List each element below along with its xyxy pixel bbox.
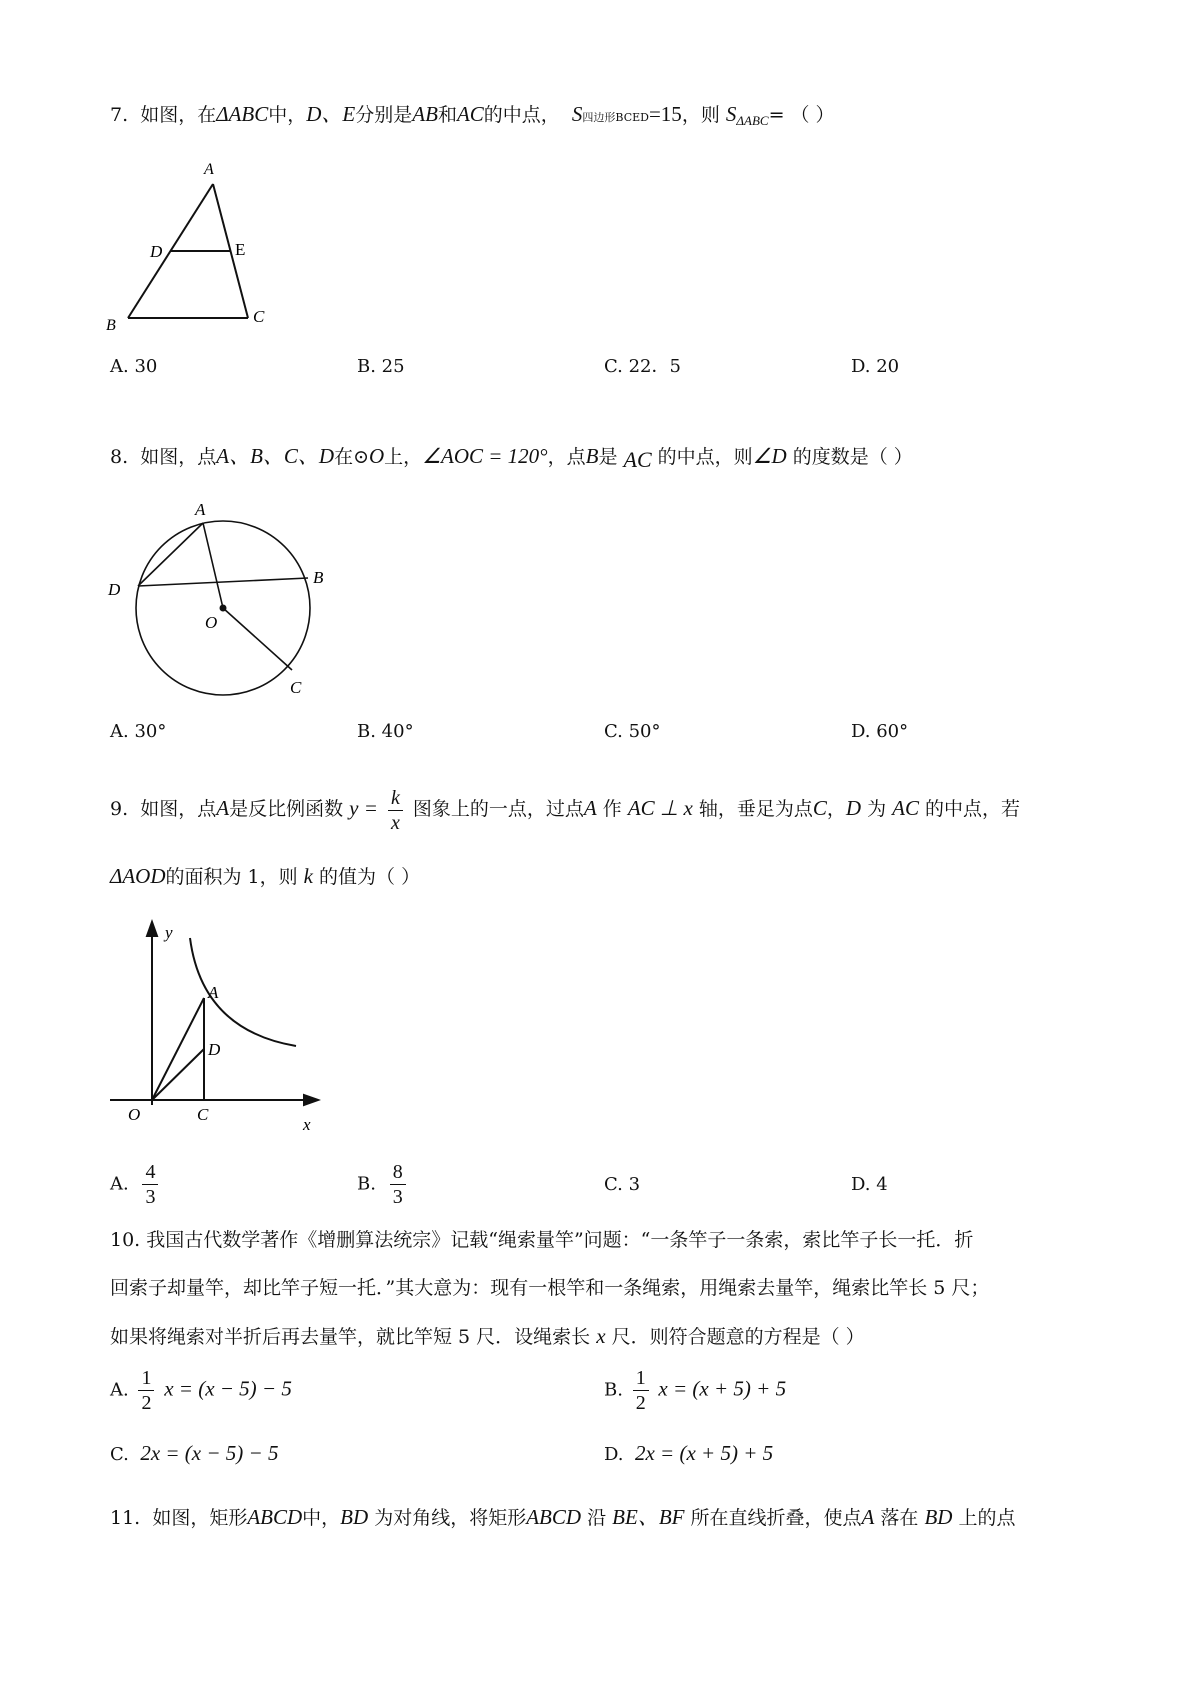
q8-option-b[interactable]: B. 40° xyxy=(357,721,414,742)
q7-label-d: D xyxy=(150,242,163,261)
q9-label-c: C xyxy=(197,1105,209,1124)
q8-segment-ao xyxy=(203,523,223,608)
q9-option-d[interactable]: D. 4 xyxy=(851,1174,888,1195)
q10-option-c[interactable]: C. 2x = (x − 5) − 5 xyxy=(110,1441,279,1465)
q9-stem-line2: ΔAOD的面积为 1，则 k 的值为（ ） xyxy=(110,864,421,888)
q7-option-b[interactable]: B. 25 xyxy=(357,356,405,377)
q9-segment-oa xyxy=(152,998,204,1100)
q10-option-a[interactable]: A. $\frac{1}{2}$ x = (x − 5) − 5 xyxy=(110,1367,292,1414)
q9-option-b[interactable]: B. $\frac{8}{3}$ xyxy=(357,1160,410,1209)
q11-stem: 11. 如图，矩形ABCD中，BD 为对角线，将矩形ABCD 沿 BE、BF 所在直线折叠，使点A 落在 BD 上的点 xyxy=(110,1505,1016,1529)
q8-segment-db xyxy=(138,578,308,586)
q9-label-a: A xyxy=(208,983,219,1002)
q8-circle-figure xyxy=(105,495,345,705)
q7-label-c: C xyxy=(253,307,265,326)
q10-stem-line2: 回索子却量竿，却比竿子短一托．”其大意为：现有一根竿和一条绳索，用绳索去量竿，绳索比竿长 5 尺； xyxy=(110,1277,990,1299)
q9-y-arrow xyxy=(147,922,157,936)
q8-option-d[interactable]: D. 60° xyxy=(851,721,909,742)
q9-segment-od xyxy=(152,1049,204,1100)
q9-graph-figure xyxy=(100,910,330,1140)
q9-hyperbola-curve xyxy=(190,938,296,1046)
q8-label-d: D xyxy=(108,580,121,599)
q8-center-dot xyxy=(220,605,227,612)
q9-stem-line1: 9. 如图，点A是反比例函数 y = $\frac{k}{x}$ 图象上的一点，过点A 作 AC ⊥ x 轴，垂足为点C，D 为 AC 的中点，若 xyxy=(110,786,1021,834)
q8-label-a: A xyxy=(195,500,206,519)
q8-segment-ad xyxy=(138,523,203,586)
q9-label-x: x xyxy=(303,1115,311,1134)
q7-option-a[interactable]: A. 30 xyxy=(110,356,158,377)
q8-label-c: C xyxy=(290,678,302,697)
q7-label-b: B xyxy=(106,317,116,334)
q9-label-o: O xyxy=(128,1105,141,1124)
q7-label-a: A xyxy=(204,161,214,178)
q7-option-d[interactable]: D. 20 xyxy=(851,356,900,377)
q9-label-y: y xyxy=(165,923,173,942)
q10-option-b[interactable]: B. $\frac{1}{2}$ x = (x + 5) + 5 xyxy=(604,1367,787,1414)
q10-stem-line1: 10. 我国古代数学著作《增删算法统宗》记载“绳索量竿”问题：“一条竿子一条索，索比竿子长一托．折 xyxy=(110,1229,974,1251)
q7-triangle-figure xyxy=(100,160,290,340)
q8-segment-oc xyxy=(223,608,292,670)
q9-option-a[interactable]: A. $\frac{4}{3}$ xyxy=(110,1160,162,1209)
q8-option-c[interactable]: C. 50° xyxy=(604,721,661,742)
q7-option-c[interactable]: C. 22．5 xyxy=(604,356,681,377)
q8-stem: 8. 如图，点A、B、C、D在⊙O上，∠AOC = 120°，点B是 AC 的中点，则∠D 的度数是（ ） xyxy=(110,444,913,472)
q9-label-d: D xyxy=(208,1040,221,1059)
q8-option-a[interactable]: A. 30° xyxy=(110,721,167,742)
q7-stem: 7. 如图，在ΔABC中，D、E分别是AB和AC的中点， S四边形BCED=15，则 $S_{\Delta ABC}=$ （ ） xyxy=(110,102,835,128)
q10-stem-line3: 如果将绳索对半折后再去量竿，就比竿短 5 尺．设绳索长 x 尺．则符合题意的方程是（ ） xyxy=(110,1324,865,1348)
q8-label-o: O xyxy=(205,613,218,632)
q9-fraction-k-over-x: $\frac{k}{x}$ xyxy=(388,786,403,835)
q10-option-d[interactable]: D. 2x = (x + 5) + 5 xyxy=(604,1441,774,1465)
q8-label-b: B xyxy=(313,568,324,587)
q7-label-e: E xyxy=(235,240,246,259)
q9-option-c[interactable]: C. 3 xyxy=(604,1174,641,1195)
q9-x-arrow xyxy=(304,1095,318,1105)
